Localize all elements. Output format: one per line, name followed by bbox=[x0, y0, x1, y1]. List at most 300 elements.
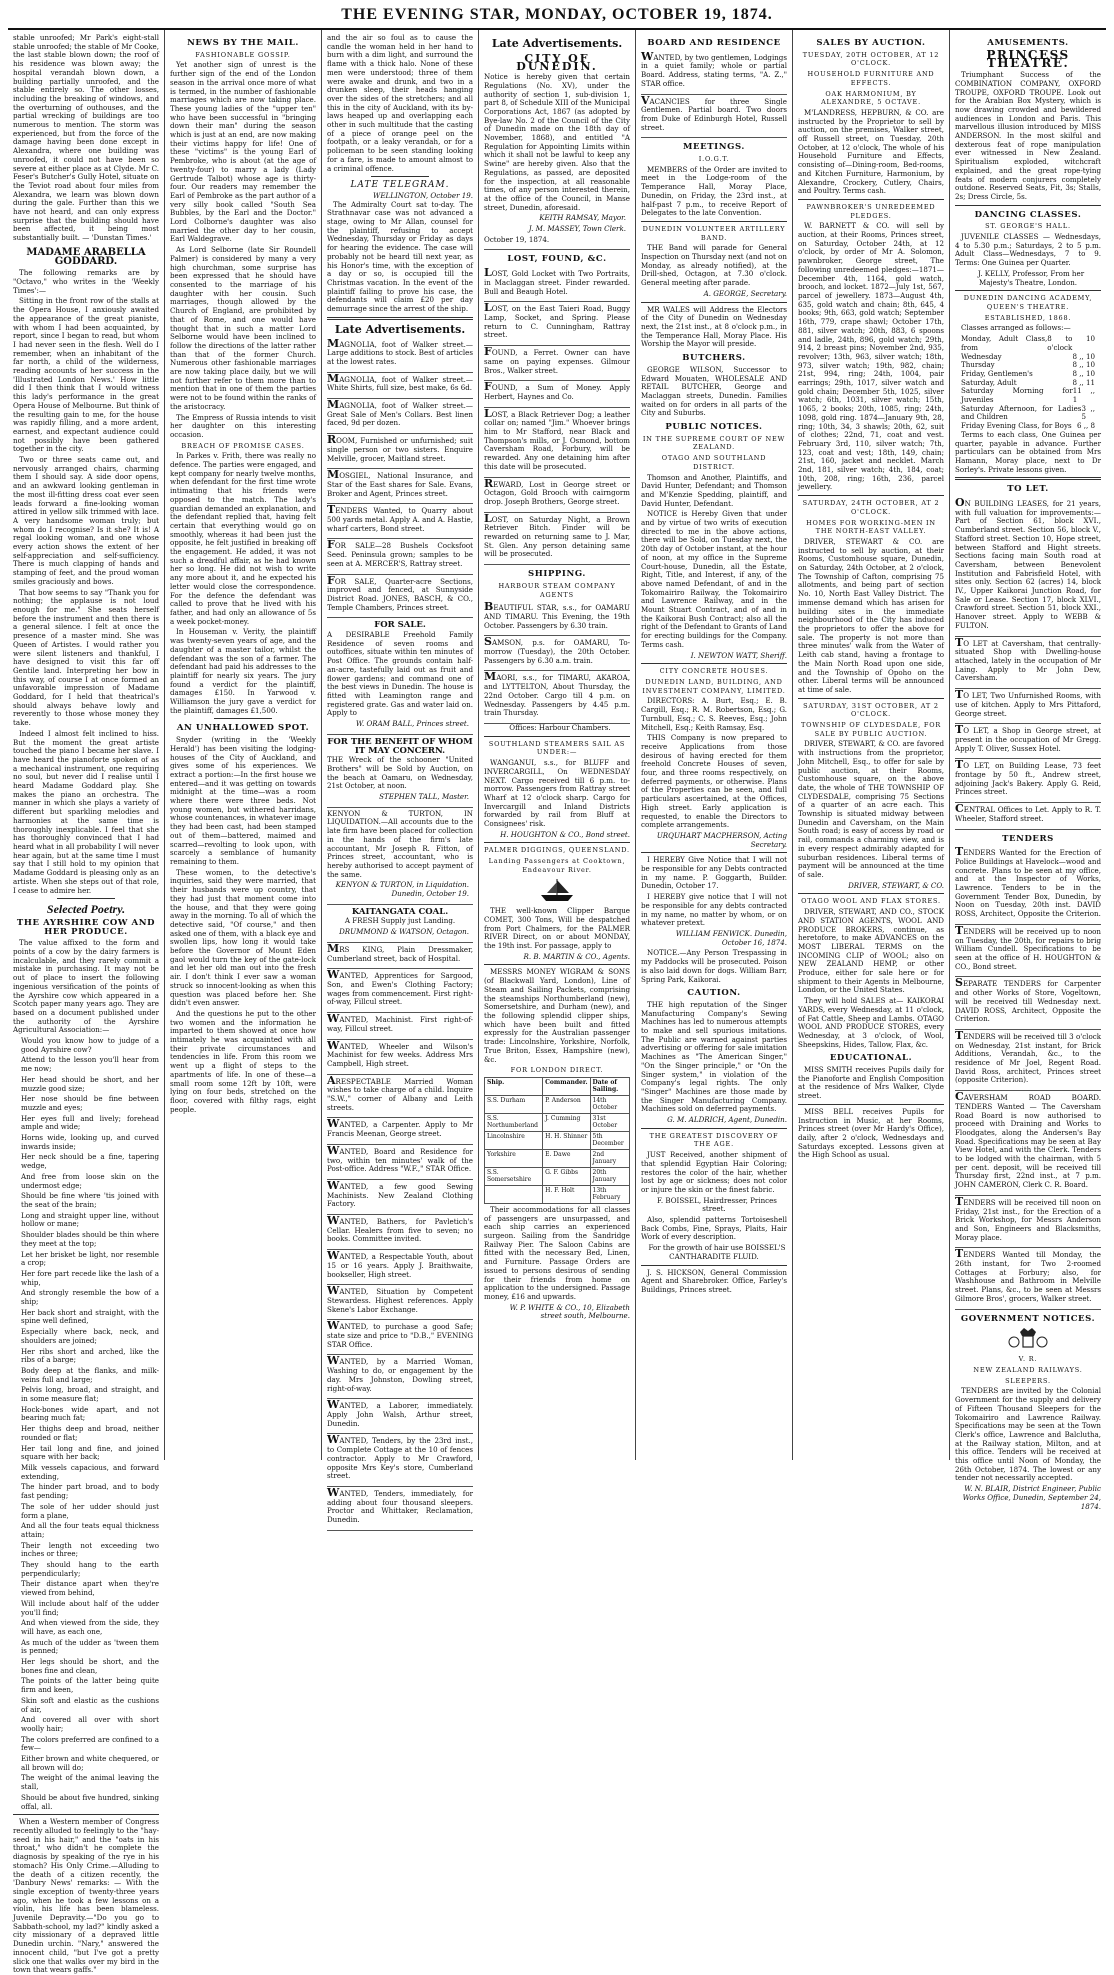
divider bbox=[955, 477, 1101, 480]
ad-text bbox=[955, 635, 1101, 684]
caution-signature: G. M. ALDRICH, Agent, Dunedin. bbox=[667, 1115, 787, 1125]
ad-initial: W bbox=[327, 1398, 340, 1412]
divider bbox=[641, 663, 787, 664]
table-cell bbox=[485, 1185, 543, 1203]
ad-body: ANTED, Situation by Competent Stewardess. Highest references. Apply Skene's Labor Exchange. bbox=[327, 1287, 473, 1314]
ad-initial: T bbox=[955, 923, 964, 937]
crest-letters: V. R. bbox=[1018, 1355, 1038, 1364]
comet-signature: R. B. MARTIN & CO., Agents. bbox=[523, 951, 630, 961]
ad-initial: F bbox=[327, 573, 335, 587]
ad-initial: T bbox=[955, 1247, 964, 1261]
table-cell: S.S. Durham bbox=[485, 1095, 543, 1113]
column-6 bbox=[793, 30, 950, 1460]
ad-text bbox=[955, 496, 1101, 631]
poem-line: Her nose should be fine between muzzle and eyes; bbox=[21, 1094, 159, 1112]
table-cell: H. H. Shinner bbox=[543, 1131, 590, 1149]
palmer-subtitle: Landing Passengers at Cooktown, Endeavour River. bbox=[488, 857, 626, 874]
pawnbroker-title: PAWNBROKER'S UNREDEEMED PLEDGES. bbox=[806, 202, 936, 220]
meetings-title: MEETINGS. bbox=[683, 142, 745, 153]
paragraph: The following remarks are by "Octavo," who writes in the 'Weekly Times':— bbox=[13, 268, 159, 295]
schedule-row bbox=[955, 387, 1101, 404]
dancing-text: JUVENILE CLASSES — Wednesdays, 4 to 5.30 p.m.; Saturdays, 2 to 5 p.m. Adult Class—Wednesdays, 7 to 9. Terms: One Guinea per Quarter. bbox=[955, 232, 1101, 268]
homes-text: DRIVER, STEWART & CO. are instructed to sell by auction, at their Rooms, Customhouse square, Dunedin, on Saturday, 24th October, at 2 o'clock, The Township of Cafton, comprising 75 allotments, and being part of section No. 10, North East Valley District. The immense demand which has arisen for building sites in the immediate neighbourhood of the City has induced the proprietors to offer the above for sale. The property is not more than three minutes' walk from the Water of Leith cab stand, having a frontage to the Main North Road upon one side, and the Township of Opoho on the other. Liberal terms will be announced at time of sale. bbox=[798, 536, 944, 694]
ad-body: OST, a Black Retriever Dog; a leather collar on; named "Jim." Whoever brings him to Mr Stafford, near Black and Thompson's mills, or J. Osmond, bottom Caversham Road, Forbury, will be rewarded. Any one detaining him after this date will be prosecuted. bbox=[484, 409, 630, 471]
poem-line: Either brown and white chequered, or all brown will do; bbox=[21, 1754, 159, 1772]
ad-text bbox=[327, 1398, 473, 1428]
wigram-tail: Their accommodations for all classes of passengers are unsurpassed, and each ship carries an experienced surgeon. Sailing from the Sandridge Railway Pier. The Saloon Cabins are fitted with the necessary Bed, Linen, and Furniture. Passage Orders are issued to persons desirous of sending for their friends from home on application to the undersigned. Passage money, £16 and upwards. bbox=[484, 1204, 630, 1301]
ad-body: EWARD, Lost in George street or Octagon, Gold Brooch with cairngorm drop. Joseph Brothers, George street. bbox=[484, 479, 630, 506]
academy-title: DUNEDIN DANCING ACADEMY, QUEEN'S THEATRE. bbox=[963, 294, 1093, 311]
masthead: THE EVENING STAR, MONDAY, OCTOBER 19, 1874. bbox=[8, 6, 1106, 30]
ad-text bbox=[327, 573, 473, 613]
divider bbox=[955, 290, 1101, 291]
table-row bbox=[485, 1095, 630, 1113]
poem-line: As much of the udder as 'tween them is penned; bbox=[21, 1637, 159, 1656]
table-row bbox=[485, 1131, 630, 1149]
paragraph: These women, to the detective's inquiries, said they were married, that their husbands were up country, that they had just that moment come into the house, and that they were going away in the morning. To all of which the detective said, "Of course," and then asked one of them, with a black eye and swollen lips, how long it would take before the Governor of Mount Eden gaol would turn the key of the gate-lock and let her old man out into the fresh air. I don't think I ever saw a woman struck so innocent-looking as when this question was placed before her. She didn't even answer. bbox=[170, 867, 316, 1008]
goggarth-notice: I HEREBY Give Notice that I will not be responsible for any Debts contracted in my name. P. Goggarth, Builder. Dunedin, October 17. bbox=[641, 855, 787, 891]
ad-initial: T bbox=[955, 688, 964, 702]
ad-initial: W bbox=[327, 1214, 340, 1228]
clydesdale-text: DRIVER, STEWART, & CO. are favored with instructions from the proprietor, John Mitchell, Esq., to offer for sale by public auction, at their Rooms, Customhouse square, on the above date, the whole of THE TOWNSHIP OF CLYDESDALE, comprising 75 Sections of a quarter of an acre each. This Township is situated midway between Dunedin and Caversham, on the Main South road; is easy of access by road or rail, commands a charming view, and is in every respect admirably adapted for suburban residences. Liberal terms of payment will be announced at the time of sale. bbox=[798, 739, 944, 879]
classified-ad bbox=[641, 51, 787, 95]
poem-line: Especially where back, neck, and shoulders are joined; bbox=[21, 1327, 159, 1345]
concrete-signature: URQUHART MACPHERSON, Acting Secretary. bbox=[656, 830, 787, 849]
classified-ad bbox=[327, 1180, 473, 1215]
poem-line: Her back short and straight, with the spine well defined, bbox=[21, 1307, 159, 1326]
divider bbox=[371, 176, 429, 177]
column-header: Commander. bbox=[543, 1077, 590, 1095]
ad-text bbox=[955, 1194, 1101, 1243]
classified-ad bbox=[327, 469, 473, 504]
lost-found-ads bbox=[484, 267, 630, 565]
ad-body: ANTED, a Laborer, immediately. Apply John Walsh, Arthur street, Dunedin. bbox=[327, 1401, 473, 1428]
madame-goddard-title: MADAME ARABELLA GODDARD. bbox=[26, 246, 146, 267]
discovery-title: THE GREATEST DISCOVERY OF THE AGE. bbox=[649, 1131, 779, 1149]
ad-text bbox=[327, 538, 473, 568]
ad-body: ANTED, Tenders, by the 23rd inst., to Complete Cottage at the 10 of fences contractor. Apply to Mr Crawford, opposite Mrs Key's store, Cumberland street. bbox=[327, 1436, 473, 1481]
ad-initial: A bbox=[327, 1073, 336, 1087]
table-row bbox=[485, 1185, 630, 1203]
poem-line: Her fore part recede like the lash of a whip, bbox=[21, 1268, 159, 1287]
schedule-class: Friday, Gentlemen's bbox=[961, 368, 1033, 378]
trespass-notice: NOTICE.—Any Person Trespassing in my Paddocks will be prosecuted. Poison is also laid down for dogs. William Barr, Spring Park, Kaikorai. bbox=[641, 948, 787, 984]
schedule-time: 6 ,, 8 bbox=[1076, 421, 1095, 431]
classified-ad bbox=[327, 434, 473, 469]
academy-established: ESTABLISHED, 1868. bbox=[984, 313, 1072, 322]
ad-text bbox=[327, 1485, 473, 1525]
ad-initial: W bbox=[327, 1249, 340, 1263]
concrete-title: CITY CONCRETE HOUSES. bbox=[659, 667, 769, 676]
classified-ad bbox=[327, 1355, 473, 1399]
city-of-dunedin-notice bbox=[484, 52, 630, 251]
table-cell: 2nd January bbox=[590, 1149, 629, 1167]
classified-ad bbox=[955, 759, 1101, 803]
ad-initial: W bbox=[641, 49, 654, 63]
ad-initial: M bbox=[327, 398, 340, 412]
table-cell: 13th February bbox=[590, 1185, 629, 1203]
table-cell: E. Dawe bbox=[543, 1149, 590, 1167]
ad-text bbox=[484, 635, 630, 665]
poem-line: Let her brisket be light, nor resemble a crop; bbox=[21, 1249, 159, 1268]
ad-body: ANTED, Tenders, immediately, for adding about four thousand sleepers. Proctor and Whittaker, Reclamation, Dunedin. bbox=[327, 1488, 473, 1525]
paragraph: Yet another sign of unrest is the further sign of the end of the London season in the arrival once more of what is termed, in the number of fashionable marriages which are now taking place. These young ladies of the "upper ten" who have been successful in "bringing down their man" during the season which is just at an end, are now making their victims happy for life! One of these "victims" is the young Earl of Pembroke, who is about (at the age of twenty-four) to marry a lady (Lady Gertrude Talbot) whose age is thirty-four. Our readers may remember the Earl of Pembroke as the part author of a very silly book called "South Sea Bubbles, by the Earl and the Doctor." Lord Colborne's daughter was also married the other day to her cousin, Earl Waldegrave. bbox=[170, 60, 316, 244]
poem-line: Attend to the lesson you'll hear from me now; bbox=[21, 1055, 159, 1074]
academy-text: Terms to each class, One Guinea per quarter, payable in advance. Further particulars can be obtained from Mrs Hamann, Moray place, next to Dr Sorley's. Private lessons given. bbox=[955, 429, 1101, 474]
poem-line: Shoulder blades should be thin where they meet at the top; bbox=[21, 1230, 159, 1248]
ad-initial: M bbox=[327, 371, 340, 385]
ad-body: ANTED, a Carpenter. Apply to Mr Francis Meenan, George street. bbox=[327, 1120, 473, 1139]
schedule-class: Thursday bbox=[961, 360, 995, 370]
poem-line: Their distance apart when they're viewed from behind, bbox=[21, 1579, 159, 1598]
ad-initial: T bbox=[327, 503, 336, 517]
storm-report: stable unroofed; Mr Park's eight-stall stable unroofed; the stable of Mr Cooke, the last stable blown down; the roof of his residence was blown away; the hospital verandah blown down, a building partially unroofed, and the stable entirely so. The other losses, including the breaking of windows, and the overturning of outhouses, and the partial wrecking of buildings are too numerous to mention. The storm was experienced, but from the force of the damage having been done except in Alexandra, where one building was unroofed, it could not have been so severe at either place as at Clyde. Mr C. Feser's Butcher's Gully Hotel, situate on the Teviot road about four miles from Alexandra, we learn was blown down during the gale. Further than this we have not heard, and can only express surprise that the building should have been affected, it being most substantially built. — 'Dunstan Times.' bbox=[13, 33, 159, 243]
poem-line: Her head should be short, and her muzzle good size; bbox=[21, 1074, 159, 1093]
ad-text bbox=[484, 380, 630, 401]
ad-initial: F bbox=[484, 345, 492, 359]
divider bbox=[641, 302, 787, 303]
ad-initial: O bbox=[955, 496, 965, 510]
academy-intro: Classes arranged as follows:— bbox=[961, 323, 1071, 333]
ad-body: AMSON, p.s. for OAMARU, To-morrow (Tuesday), the 20th October. Passengers by 6.30 a.m. train. bbox=[484, 638, 630, 665]
telegram-dateline: WELLINGTON, October 19. bbox=[373, 190, 473, 200]
schedule-class: Friday Evening Class, for Boys bbox=[961, 421, 1072, 431]
poem-line: Their length not exceeding two inches or three; bbox=[21, 1540, 159, 1559]
ad-signature: KENYON & TURTON, in Liquidation. Dunedin, October 19. bbox=[335, 880, 469, 899]
schedule-time: 8 to 10 o'clock bbox=[1047, 334, 1095, 352]
ad-text bbox=[484, 511, 630, 560]
for-sale-ad bbox=[327, 618, 473, 734]
ad-text bbox=[484, 476, 630, 507]
poem-line: And when viewed from the side, they will have, as each one, bbox=[21, 1618, 159, 1636]
ad-initial: W bbox=[327, 1433, 340, 1447]
court-title: IN THE SUPREME COURT OF NEW ZEALAND. bbox=[642, 434, 786, 452]
ship-icon bbox=[484, 877, 630, 906]
ad-initial: M bbox=[327, 941, 340, 955]
homes-title: HOMES FOR WORKING-MEN IN THE NORTH-EAST VALLEY. bbox=[806, 518, 936, 536]
classified-ad bbox=[327, 1013, 473, 1039]
column-header: Date of Sailing. bbox=[590, 1077, 629, 1095]
ad-initial: V bbox=[641, 93, 650, 107]
ad-text bbox=[955, 845, 1101, 919]
ad-initial: L bbox=[484, 406, 492, 420]
columns bbox=[8, 30, 1106, 1975]
ad-text: Notice is hereby given that certain Regulations (No. XV), under the authority of section 1, sub-division 1, part 8, of Schedule XIII of the Municipal Corporations Act, 1867 (as adopted by Bye-law No. 2 of the Council of the City of Dunedin made on the 18th day of November, 1868), and entitled "A Regulation for Appointing Limits within which it shall not be lawful to keep any Swine" are hereby given. Also that the Regulations, as passed, are deposited for the inspection, at all reasonable times, of any person interested therein, at the office of the Council, in Manse street, Dunedin, aforesaid. bbox=[484, 72, 630, 212]
benefit-ad bbox=[327, 735, 473, 808]
royal-crest-icon bbox=[955, 1326, 1101, 1353]
ad-body: ENTRAL Offices to Let. Apply to R. T. Wheeler, Stafford street. bbox=[955, 805, 1101, 823]
ad-initial: W bbox=[327, 1485, 340, 1499]
poem-line: They should hang to the earth perpendicularly; bbox=[21, 1560, 159, 1578]
ad-body: AGNOLIA, foot of Walker street.—White Shirts, full size, best make, 6s 6d. bbox=[327, 374, 473, 393]
schedule-time: 8 ,, 10 bbox=[1072, 360, 1095, 370]
railways-signature: W. N. BLAIR, District Engineer, Public Works Office, Dunedin, September 24, 1874. bbox=[962, 1484, 1101, 1511]
paragraph: In Parkes v. Frith, there was really no defence. The parties were engaged, and kept company for nearly twelve months, when defendant for the first time wrote intimating that his friends were opposed to the match. The lady's guardian demanded an explanation, and the defendant replied that, having felt certain that everything would go on smoothly, whereas it had been just the opposite, he felt justified in breaking off the engagement. He added, it was not such a dreadful affair, as he had known her so long. He did not wish to write any more about it, and he expected his letter would close the correspondence. For the defence the defendant was called to prove that he lived with his father, and had only an allowance of 5s a week pocket-money. bbox=[170, 451, 316, 626]
ad-text bbox=[955, 688, 1101, 718]
poem-line: The sole of her udder should just form a plane, bbox=[21, 1501, 159, 1520]
poem-line: Skin soft and elastic as the cushions of air, bbox=[21, 1695, 159, 1714]
poem-line: Should be about five hundred, sinking offal, all. bbox=[21, 1792, 159, 1811]
classified-ad bbox=[327, 1250, 473, 1285]
classified-ad bbox=[484, 302, 630, 346]
ad-text bbox=[327, 1354, 473, 1393]
homes-date: SATURDAY, 24TH OCTOBER, AT 2 O'CLOCK. bbox=[802, 499, 940, 516]
ad-text bbox=[327, 1433, 473, 1481]
ad-text bbox=[955, 802, 1101, 823]
ad-text bbox=[955, 923, 1101, 972]
table-cell: S.S. Somersetshire bbox=[485, 1167, 543, 1185]
classified-ad bbox=[955, 637, 1101, 690]
hall-title: ST. GEORGE'S HALL. bbox=[985, 222, 1071, 231]
ad-body: RS KING, Plain Dressmaker, Cumberland street, back of Hospital. bbox=[327, 944, 473, 963]
fashionable-gossip-subtitle: FASHIONABLE GOSSIP. bbox=[195, 50, 291, 59]
ad-initial: F bbox=[484, 380, 492, 394]
southland-signature: H. HOUGHTON & CO., Bond street. bbox=[500, 829, 630, 839]
bell-text: MISS BELL receives Pupils for Instruction in Music, at her Rooms, Princes street (over Mr Hardy's Office), daily, after 2 o'clock, Wednesdays and Saturdays excepted. Lessons given at the High School as usual. bbox=[798, 1106, 944, 1160]
poem-line: The weight of the animal leaving the stall, bbox=[21, 1773, 159, 1792]
ad-text bbox=[327, 1012, 473, 1033]
sales-by-auction-title: SALES BY AUCTION. bbox=[816, 38, 926, 48]
ad-text: A FRESH Supply just Landing. bbox=[344, 916, 456, 926]
breach-of-promise-subtitle: BREACH OF PROMISE CASES. bbox=[181, 441, 305, 450]
small-ads bbox=[327, 943, 473, 1531]
edu-text: MISS SMITH receives Pupils daily for the Pianoforte and English Composition at the residence of Mrs Walker, Clyde street. bbox=[798, 1065, 944, 1101]
ad-body: ANTED, a Respectable Youth, about 15 or 16 years. Apply J. Braithwaite, bookseller, High street. bbox=[327, 1252, 473, 1279]
table-row bbox=[485, 1167, 630, 1185]
classified-ad bbox=[484, 601, 630, 636]
classified-ad bbox=[955, 846, 1101, 925]
ad-text bbox=[327, 398, 473, 428]
ad-initial: R bbox=[327, 433, 337, 447]
ad-initial: T bbox=[955, 1028, 964, 1042]
table-cell: J. Cumming bbox=[543, 1113, 590, 1131]
poem-line: Her neck should be a fine, tapering wedge, bbox=[21, 1152, 159, 1171]
ad-title: KAITANGATA COAL. bbox=[351, 906, 449, 917]
poem-line: Should be fine where 'tis joined with the seat of the brain; bbox=[21, 1191, 159, 1209]
ad-title: FOR THE BENEFIT OF WHOM IT MAY CONCERN. bbox=[327, 736, 473, 756]
schedule-row bbox=[955, 335, 1101, 352]
ad-text: THE Wreck of the schooner "United Brothers" will be Sold by Auction, on the beach at Oamaru, on Wednesday, 21st October, at noon. bbox=[327, 755, 473, 791]
table-body bbox=[485, 1095, 630, 1203]
ad-text bbox=[327, 1117, 473, 1139]
ad-body: OST, on the East Taieri Road, Buggy Lamp, Socket, and Spring. Please return to C. Cunningham, Rattray street. bbox=[484, 304, 630, 340]
butchers-title: BUTCHERS. bbox=[682, 353, 746, 364]
ad-text bbox=[327, 1319, 473, 1349]
ad-text bbox=[327, 1214, 473, 1244]
sleepers-title: SLEEPERS. bbox=[1005, 1376, 1051, 1385]
ad-initial: W bbox=[327, 1319, 340, 1333]
ad-initial: W bbox=[327, 1143, 340, 1157]
artillery-signature: A. GEORGE, Secretary. bbox=[703, 288, 787, 298]
caution-text: THE high reputation of the Singer Manufacturing Company's Sewing Machines has led to numerous attempts to make and sell spurious imitations. The Public are warned against parties advertising or offering for sale imitation Machines as "The American Singer," "On the Singer principle," or "On the Singer system," in violation of the Company's legal rights. The only "Singer" Machines are those made by the Singer Manufacturing Company. Machines sold on deferred payments. bbox=[641, 999, 787, 1114]
ad-text bbox=[327, 968, 473, 1007]
paragraph: As Lord Selborne (late Sir Roundell Palmer) is considered by many a very high churchman, some surprise has been expressed that he should have consented to the marriage of his daughter with her cousin. Such marriages, though allowed by the Church of England, are prohibited by that of Rome, and one would have thought that in such a matter Lord Selborne would have been inclined to follow the directions of the latter rather than that of the former Church. Numerous other fashionable marriages are now taking place daily, but we will not further refer to them more than to mention that in one of them the parties were not to be found within the ranks of the aristocracy. bbox=[170, 245, 316, 411]
divider bbox=[484, 964, 630, 965]
column-5 bbox=[636, 30, 793, 1460]
ad-initial: M bbox=[327, 336, 340, 350]
paragraph: and the air so foul as to cause the candle the woman held in her hand to burn with a dim light, and surround the flame with a thick halo. None of these men were understood; three of them were awake and drunk, and two in a drunken sleep, their heads hanging over the sides of the stretchers; and all this in the city of Auckland, with its by-laws heaped up and overlapping each other in such multitude that the casting of a piece of orange peel on the footpath, or a leaky verandah, or for a policeman to be seen standing looking for a fare, is made to amount almost to a criminal offence. bbox=[327, 33, 473, 173]
poem-line: And all the four teats equal thickness attain; bbox=[21, 1521, 159, 1539]
ad-text bbox=[484, 670, 630, 718]
poem-line: Body deep at the flanks, and milk-veins full and large; bbox=[21, 1365, 159, 1384]
ad-initial: R bbox=[484, 476, 494, 490]
ad-body: OST, Gold Locket with Two Portraits, in Maclaggan street. Finder rewarded. Bull and Beaugh Hotel. bbox=[484, 269, 630, 296]
classified-ad bbox=[327, 539, 473, 574]
classified-ad bbox=[955, 689, 1101, 724]
paragraph: Two or three seats came out, and nervously arranged chairs, charming them I should say. A side door opens, and an awkward looking gentleman in the most ill-fitting dress coat ever seen leads forward a fine-looking woman attired in yellow silk trimmed with lace. A very handsome woman truly; but whom do I recognise? Is it she? It is! A regal looking woman, and one whose every action shows the extent of her self-appreciation and self-sufficiency. There is much clapping of hands and stamping of feet, and the proud woman smiles graciously and bows. bbox=[13, 455, 159, 586]
harbour-title: HARBOUR STEAM COMPANY AGENTS bbox=[498, 581, 616, 599]
southland-title: SOUTHLAND STEAMERS SAIL AS UNDER:— bbox=[488, 739, 626, 757]
wigram-signature: W. P. WHITE & CO., 10, Elizabeth street south, Melbourne. bbox=[509, 1302, 630, 1321]
public-notices-title: PUBLIC NOTICES. bbox=[665, 422, 763, 433]
classified-ad bbox=[955, 803, 1101, 829]
palmer-title: PALMER DIGGINGS, QUEENSLAND. bbox=[484, 846, 630, 855]
otago-title: OTAGO AND SOUTHLAND DISTRICT. bbox=[661, 454, 767, 471]
poem-line: The hinder part broad, and to body fast pending; bbox=[21, 1482, 159, 1501]
divider bbox=[798, 893, 944, 894]
ad-text bbox=[955, 723, 1101, 753]
table-cell: P. Anderson bbox=[543, 1095, 590, 1113]
pawnbroker-text: W. BARNETT & CO. will sell by auction, at their Rooms, Princes street, on Saturday, October 24th, at 12 o'clock, by order of Mr A. Solomon, pawnbroker, George street, The following unredeemed pledges:—1871—December 4th, 1164, gold watch, brooch, and locket. 1872—July 1st, 567, parcel of jewellery. 1873—August 4th, 635, gold watch and chain; 8th, 645, 4 books; 9th, 663, gold watch; September 16th, 779, crape shawl; October 17th, 881, silver watch; 20th, 883, 6 spoons and ladle, 24th, 896, gold watch; 29th, 914, 2 breast pins; November 2nd, 935, revolver; 13th, 963, silver watch; 18th, 973, silver watch; 19th, 982, chain; 21st, 994, ring; 24th, 1004, pair earrings; 29th, 1017, silver watch and gold chain; December 5th, 1025, silver watch; 6th, 1031, silver watch; 15th, 1065, 2 books; 20th, 1085, ring; 24th, 1098, gold ring. 1874—January 9th, 28, ring; 10th, 34, 3 shawls; 20th, 62, suit of clothes; 22nd, 71, coat and vest. February 3rd, 110, silver watch; 7th, 123, coat and vest; 18th, 149, chain; 21st, 160, jacket and necklet. March 2nd, 181, silver watch; 4th, 184, coat; 10th, 208, ring; 16th, 236, parcel jewellery. bbox=[798, 221, 944, 492]
academy-schedule bbox=[955, 335, 1101, 431]
clydesdale-title: TOWNSHIP OF CLYDESDALE, FOR SALE BY PUBLIC AUCTION. bbox=[800, 721, 942, 738]
schedule-class: Wednesday bbox=[961, 351, 1002, 361]
poem-line: And free from loose skin on the undermost edge; bbox=[21, 1171, 159, 1190]
ad-body: ANTED, Apprentices for Sargood, Son, and Ewen's Clothing Factory; wages from commencement. First right-of-way, Fillcul street. bbox=[327, 971, 473, 1007]
column-3 bbox=[322, 30, 479, 1525]
caution-title: CAUTION. bbox=[687, 988, 741, 999]
ad-text bbox=[484, 301, 630, 340]
paragraph: And the questions he put to the other two women and the information he imparted to them showed at once how intimately he was acquainted with all their private circumstances and tendencies in life. From this room we went up a flight of steps to the apartments of life. In one of these—a small room some 12ft by 10ft, were lying on four beds, stretched on the floor, covered with filthy rags, eight people. bbox=[170, 1008, 316, 1114]
divider bbox=[484, 736, 630, 737]
ad-text bbox=[484, 406, 630, 472]
ad-initial: L bbox=[484, 301, 492, 315]
ad-text bbox=[484, 266, 630, 296]
ad-text bbox=[955, 1028, 1101, 1085]
boissel-signature: F. BOISSEL, Hairdresser, Princes street. bbox=[657, 1195, 777, 1214]
classified-ad bbox=[327, 373, 473, 399]
poem-line: Her tail long and fine, and joined square with her back; bbox=[21, 1443, 159, 1462]
ad-initial: L bbox=[484, 266, 492, 280]
ad-text bbox=[641, 49, 787, 89]
paragraph: Snyder (writing in the 'Weekly Herald') has been visiting the lodging-houses of the City of Auckland, and gives some of his experiences. We extract a portion:—In the first house we entered—and it was getting on towards midnight at the time—was a room where there were three beds. Not young women, but withered harridans, whose countenances, in whatever image they had been cast, had been stamped out of them—battered, maimed and scarred—revolting to look upon, with scarcely a semblance of humanity remaining to them. bbox=[170, 735, 316, 866]
classified-ad bbox=[484, 636, 630, 671]
divider bbox=[641, 852, 787, 853]
table-cell: 14th October bbox=[590, 1095, 629, 1113]
comet-text: THE well-known Clipper Barque COMET, 300 Tons, Will be despatched from Port Chalmers, for the PALMER RIVER Direct, on or about MONDAY, the 19th inst. For passage, apply to bbox=[484, 906, 630, 951]
divider bbox=[798, 1104, 944, 1105]
poem-line: And strongly resemble the bow of a ship; bbox=[21, 1288, 159, 1307]
poem-line: Hock-bones wide apart, and not bearing much fat; bbox=[21, 1404, 159, 1423]
ad-initial: W bbox=[327, 1354, 340, 1368]
ad-body: ENDERS will be received till noon on Friday, 21st inst., for the Erection of a Brick Workshop, for Messrs Anderson and Son, Engineers and Blacksmiths, Moray place. bbox=[955, 1197, 1101, 1242]
ad-initial: L bbox=[484, 511, 492, 525]
ad-body: ENDERS Wanted, to Quarry about 500 yards metal. Apply A. and A. Hastie, wharf carters, Bond street. bbox=[327, 506, 473, 533]
divider bbox=[955, 205, 1101, 206]
table-header-row bbox=[485, 1077, 630, 1095]
ad-body: O LET at Caversham, that centrally-situated Shop with Dwelling-house attached, lately in the occupation of Mr Laing. Apply to Mr John Dew, Caversham. bbox=[955, 638, 1101, 683]
table-cell: S.S. Northumberland bbox=[485, 1113, 543, 1131]
ad-body: O LET, a Shop in George street, at present in the occupation of Mr Gregg. Apply T. Oliver, Sussex Hotel. bbox=[955, 726, 1101, 753]
ad-initial: M bbox=[484, 670, 497, 684]
classified-ad bbox=[484, 478, 630, 513]
table-cell: Yorkshire bbox=[485, 1149, 543, 1167]
poem-line: Long and straight upper line, without hollow or mane; bbox=[21, 1210, 159, 1229]
ad-body: OST, on Saturday Night, a Brown Retriever Bitch. Finder will be rewarded on returning same to J. Mar, St. Glen. Any person detaining same will be prosecuted. bbox=[484, 514, 630, 559]
classified-ad bbox=[327, 1399, 473, 1434]
selected-poetry-heading: Selected Poetry. bbox=[46, 902, 126, 917]
divider bbox=[798, 199, 944, 200]
ad-initial: W bbox=[327, 968, 340, 982]
tender-ads bbox=[955, 846, 1101, 1309]
classified-ad bbox=[955, 1030, 1101, 1091]
poem-line: Her eyes full and lively; forehead ample and wide; bbox=[21, 1113, 159, 1132]
clydesdale-signature: DRIVER, STEWART, & CO. bbox=[848, 880, 944, 890]
ad-initial: S bbox=[484, 635, 492, 649]
ad-body: AVERSHAM ROAD BOARD. TENDERS Wanted — The Caversham Road Board is now authorised to proceed with Draining and Works to Floodgates, along the Andersen's Bay Road. Specifications may be seen at Bay View Hotel, and with the Clerk. Tenders to be lodged with the chairman, with 5 per cent. deposit, will be received till Thursday first, 22nd inst., at 7 p.m. JOHN CAMERON, Clerk C. R. Board. bbox=[955, 1093, 1101, 1190]
ad-text bbox=[484, 600, 630, 630]
classified-ad bbox=[484, 267, 630, 302]
ad-title: CITY OF DUNEDIN. bbox=[516, 51, 598, 74]
ad-body: ANTED, by a Married Woman, Washing to do, or engagement by the day. Mrs Johnston, Dowling street, right-of-way. bbox=[327, 1357, 473, 1393]
divider bbox=[641, 1128, 787, 1129]
ad-body: ENDERS Wanted till Monday, the 26th instant, for Two 2-roomed Cottages at Forbury; also, for Washhouse and Bathroom in Melville street. Plans, &c., to be seen at Messrs Gilmore Bros', grocers, Walker street. bbox=[955, 1250, 1101, 1303]
ad-text bbox=[327, 503, 473, 533]
ad-text bbox=[955, 976, 1101, 1024]
classified-ad bbox=[327, 1285, 473, 1320]
late-advertisements-title: Late Advertisements. bbox=[334, 322, 466, 336]
classified-ad bbox=[327, 1118, 473, 1144]
to-let-title: TO LET. bbox=[1007, 484, 1049, 495]
ad-body: AGNOLIA, foot of Walker street.—Great Sale of Men's Collars. Best linen faced, 9d per dozen. bbox=[327, 401, 473, 428]
schedule-time: 8 ,, 10 bbox=[1072, 368, 1095, 378]
ad-initial: S bbox=[955, 976, 963, 990]
ad-signature: DRUMMOND & WATSON, Octagon. bbox=[339, 927, 469, 937]
ad-body: ANTED, Board and Residence for two, within ten minutes' walk of the Post-office. Address "W.F.," STAR Office. bbox=[327, 1146, 473, 1174]
ad-signature: J. M. MASSEY, Town Clerk. bbox=[528, 224, 626, 234]
ad-text bbox=[327, 468, 473, 498]
divider bbox=[641, 1265, 787, 1266]
concrete-text: THIS Company is now prepared to receive Applications from those desirous of having erected for them freehold Concrete Houses of seven, four, and three rooms respectively, on deferred payments, or otherwise. Plans of the Properties can be seen, and full particulars ascertained, at the Offices, High street. Early application is requested, to enable the Directors to complete arrangements. bbox=[641, 733, 787, 830]
classified-ad bbox=[327, 399, 473, 434]
ad-body: OR SALE, Quarter-acre Sections, improved and fenced, at Sunnyside District Road. JONES, BASCH, & CO., Temple Chambers, Princes street. bbox=[327, 576, 473, 612]
poem-line: Horns wide, looking up, and curved inwards inside; bbox=[21, 1133, 159, 1151]
ad-initial: W bbox=[327, 1117, 340, 1131]
classified-ad bbox=[955, 1248, 1101, 1309]
schedule-time: 3 ,, 5 bbox=[1081, 403, 1095, 422]
paragraph: The Empress of Russia intends to visit her daughter on this interesting occasion. bbox=[170, 412, 316, 439]
classified-ad bbox=[327, 1434, 473, 1487]
sale-text: M'LANDRESS, HEPBURN, & CO. are instructed by the Proprietor to sell by auction, on the premises, Walker street, off Russell street, on Tuesday, 20th October, at 12 o'clock, The whole of his Household Furniture and Effects, consisting of—Dining-room, Bed-rooms, and Kitchen Furniture, Harmonium, by Alexandre, Crockery, Cutlery, Chairs, and Poultry. Terms cash. bbox=[798, 107, 944, 196]
column-1 bbox=[8, 30, 165, 1975]
schedule-row bbox=[955, 405, 1101, 422]
shipping-title: SHIPPING. bbox=[528, 569, 586, 580]
late-telegram-title: LATE TELEGRAM. bbox=[350, 180, 450, 191]
ad-body: O LET, on Building Lease, 73 feet frontage by 50 ft., Andrew street, adjoining Jack's Bakery. Apply G. Reid, Princes street. bbox=[955, 761, 1101, 797]
news-title: NEWS BY THE MAIL. bbox=[187, 38, 299, 48]
ad-date: October 19, 1874. bbox=[484, 234, 550, 244]
ad-text bbox=[955, 1247, 1101, 1303]
closing-paragraph: When a Western member of Congress recently alluded to feelingly to the "hay-seed in his hair," and the "oats in his throat," who didn't he complete the diagnosis by speaking of the rye in his stomach? His Only Crime.—Alluding to the death of a citizen recently, the 'Danbury News' remarks: — With the single exception of twenty-three years ago, when he took a few lessons on a violin, his life has been blameless. Juvenile Depravity.—"Do you go to Sabbath-school, my lad?" kindly asked a city missionary of a depraved little Dunedin urchin. "Nary," answered the innocent child, "but I've got a pretty slick one that walks over my bird in the town that wears gaffs." bbox=[13, 1817, 159, 1975]
ad-body: ACANCIES for three Single Gentlemen. Partial board. Two doors from Duke of Edinburgh Hotel, Russell street. bbox=[641, 96, 787, 132]
sale-subtitle: OAK HARMONIUM, BY ALEXANDRE, 5 OCTAVE. bbox=[821, 89, 921, 107]
ad-initial: W bbox=[327, 1284, 340, 1298]
southland-text: WANGANUI, s.s., for BLUFF and INVERCARGILL, On WEDNESDAY NEXT. Cargo received till 6 p.m. to-morrow. Passengers from Rattray street Wharf at 12 o'clock sharp. Cargo for Invercargill and Inland Districts forwarded by rail from Bluff at Consignees' risk. bbox=[484, 758, 630, 829]
ad-initial: F bbox=[327, 538, 335, 552]
ad-text: A DESIRABLE Freehold Family Residence of seven rooms and outoffices, situate within ten minutes of Post Office. The grounds contain half-an-acre, tastefully laid out as fruit and flower gardens; and command one of the best views in Dunedin. The house is fitted with Leamington range and registered grate. Gas and water laid on. Apply to bbox=[327, 630, 473, 718]
ad-body: ANTED, by two gentlemen, Lodgings in a quiet family; whole or partial Board. Address, stating terms, "A. Z.," STAR office. bbox=[641, 52, 787, 88]
harbour-offices: Offices: Harbour Chambers. bbox=[509, 723, 611, 732]
